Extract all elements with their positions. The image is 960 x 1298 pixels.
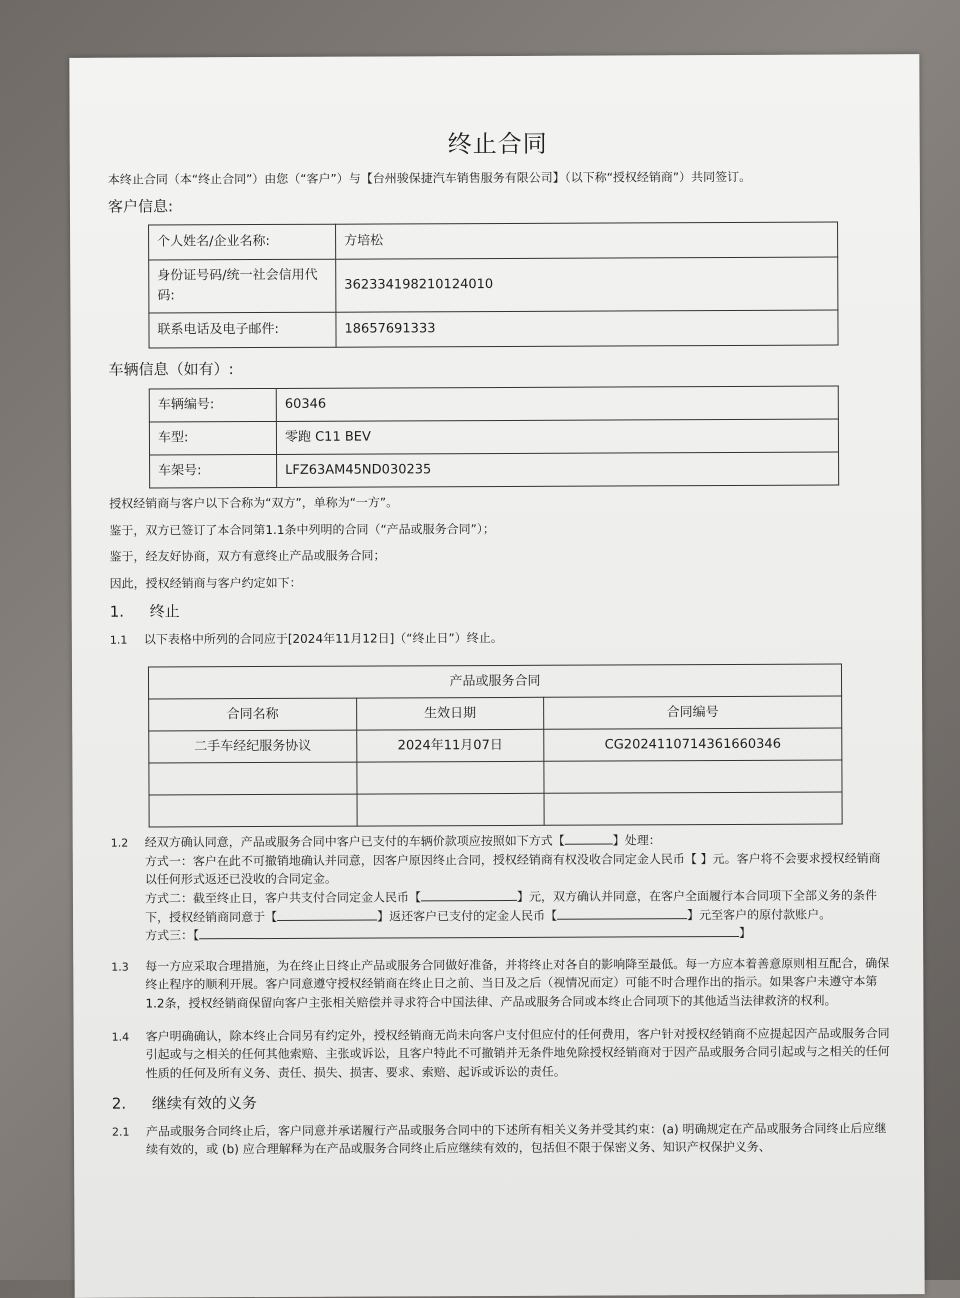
table-caption-row: [148, 664, 841, 699]
table-cell: [149, 794, 357, 827]
table-cell: [149, 762, 357, 795]
clause-text: 以下表格中所列的合同应于[2024年11月12日]（“终止日”）终止。: [143, 630, 503, 647]
column-header: 生效日期: [356, 698, 543, 731]
method-2-text-3: 】返还客户已支付的定金人民币【: [377, 908, 558, 924]
contract-table: [148, 664, 843, 828]
clause-1-2-text: 经双方确认同意，产品或服务合同中客户已支付的车辆价款项应按照如下方式【: [144, 833, 565, 850]
clause-text: 客户明确确认，除本终止合同另有约定外，授权经销商无尚未向客户支付但应付的任何费用，客户针对授权经销商不应提起因产品或服务合同引起或与之相关的任何其他索赔、主张或诉讼，且客户特此不可撤销并无条件地免除授权经销商对于因产品或服务合同引起或与之相关的任何性质的任何及所有义务、责任、损失、损害、要求、索赔、起诉或诉讼的责任。: [145, 1025, 890, 1081]
clause-number: 1.2: [110, 836, 129, 850]
clause-number: 1.3: [111, 960, 129, 974]
table-row: [149, 760, 842, 795]
parties-definition: 授权经销商与客户以下合称为“双方”，单称为“一方”。: [109, 495, 399, 511]
section-1-title: 终止: [149, 602, 180, 621]
customer-name-label: 个人姓名/企业名称:: [149, 224, 336, 260]
clause-1-2: [111, 830, 891, 945]
section-2-heading: [112, 1090, 892, 1117]
recital-1: 鉴于，双方已签订了本合同第1.1条中列明的合同（“产品或服务合同”）；: [109, 521, 495, 538]
table-row: [149, 419, 838, 455]
vehicle-number-label: 车辆编号:: [149, 388, 276, 422]
clause-text: 每一方应采取合理措施，为在终止日终止产品或服务合同做好准备，并将终止对各自的影响降至最低。每一方应本着善意原则相互配合，确保终止程序的顺利开展。客户同意遵守授权经销商在终止日之前、当日及之后（视情况而定）可能不时合理作出的指示。如果客户未遵守本第1.2条，授权经销商保留向客户主张相关赔偿并寻求符合中国法律、产品或服务合同或本终止合同项下的其他适当法律救济的权利。: [145, 956, 890, 1011]
table-cell: [544, 760, 842, 793]
customer-contact-label: 联系电话及电子邮件:: [149, 313, 336, 349]
deposit-amount-blank[interactable]: [421, 888, 517, 901]
clause-1-3: [111, 954, 891, 1013]
table-row: [149, 386, 838, 422]
method-3-text-end: 】: [739, 926, 752, 941]
table-row: [149, 222, 838, 260]
method-1-text: 方式一：客户在此不可撤销地确认并同意，因客户原因终止合同，授权经销商有权没收合同定金人民币【 】元。客户将不会要求授权经销商以任何形式返还已没收的合同定金。: [144, 851, 881, 887]
column-header: 合同名称: [149, 698, 357, 731]
section-1-number: 1.: [109, 602, 125, 622]
customer-id-value: 362334198210124010: [336, 257, 838, 312]
clause-2-1: [112, 1119, 892, 1160]
vehicle-vin-label: 车架号:: [150, 454, 277, 488]
table-cell: CG2024110714361660346: [544, 728, 842, 761]
recital-2: 鉴于，经友好协商，双方有意终止产品或服务合同；: [109, 548, 386, 564]
table-cell: [357, 793, 544, 826]
section-1-heading: [110, 598, 890, 625]
clause-text: 产品或服务合同终止后，客户同意并承诺履行产品或服务合同中的下述所有相关义务并受其约束：(a) 明确规定在产品或服务合同终止后应继续有效的，或 (b) 应合理解释为在产品或服务合同终止后应继续有效的，包括但不限于保密义务、知识产权保护义务、: [145, 1120, 887, 1157]
method-2-text: 方式二：截至终止日，客户共支付合同定金人民币【: [144, 890, 422, 906]
section-2-number: 2.: [111, 1094, 127, 1114]
agreement-lead: 因此，授权经销商与客户约定如下：: [109, 575, 302, 591]
document-page: [69, 54, 924, 1298]
method-2-text-2: 】元，双方确认并同意，在客户全面履行本合同项下全部义务的条件下，授权经销商同意于【: [145, 888, 878, 925]
method-3-text: 方式三：【: [145, 928, 200, 943]
vehicle-model-value: 零跑 C11 BEV: [276, 419, 838, 455]
clause-number: 1.1: [109, 633, 128, 647]
clause-1-4: [112, 1024, 892, 1083]
vehicle-vin-value: LFZ63AM45ND030235: [277, 452, 839, 488]
customer-info-table: [148, 222, 839, 349]
table-cell: 2024年11月07日: [357, 729, 544, 762]
column-header: 合同编号: [544, 696, 842, 729]
customer-name-value: 方培松: [336, 222, 838, 259]
clause-number: 2.1: [111, 1125, 130, 1139]
document-title: 终止合同: [447, 129, 548, 159]
table-row: [149, 792, 842, 827]
method-choice-blank[interactable]: [565, 832, 613, 845]
table-cell: [544, 792, 842, 825]
section-2-title: 继续有效的义务: [151, 1094, 257, 1113]
vehicle-info-table: [149, 385, 839, 488]
table-row: [149, 310, 838, 348]
table-cell: [357, 761, 544, 794]
method-3-blank[interactable]: [199, 924, 739, 939]
table-row: [149, 728, 842, 763]
refund-amount-blank[interactable]: [557, 906, 687, 920]
customer-contact-value: 18657691333: [336, 310, 838, 347]
document-content: [108, 124, 893, 1163]
table-caption: 产品或服务合同: [148, 664, 841, 699]
table-row: [149, 257, 838, 313]
clause-1-2-text-end: 】处理：: [612, 833, 661, 848]
refund-date-blank[interactable]: [277, 907, 377, 920]
vehicle-model-label: 车型:: [149, 421, 276, 455]
customer-info-heading: 客户信息:: [107, 197, 174, 216]
customer-id-label: 身份证号码/统一社会信用代码:: [149, 259, 336, 313]
table-header-row: [149, 696, 842, 731]
clause-1-1: [110, 627, 890, 649]
vehicle-number-value: 60346: [276, 386, 838, 422]
method-2-text-4: 】元至客户的原付款账户。: [687, 907, 832, 922]
table-cell: 二手车经纪服务协议: [149, 730, 357, 763]
intro-paragraph: 本终止合同（本“终止合同”）由您（“客户”）与【台州骏保捷汽车销售服务有限公司】（以下称“授权经销商”）共同签订。: [107, 170, 752, 187]
clause-number: 1.4: [111, 1030, 130, 1044]
vehicle-info-heading: 车辆信息（如有）:: [108, 360, 234, 380]
table-row: [150, 452, 839, 488]
